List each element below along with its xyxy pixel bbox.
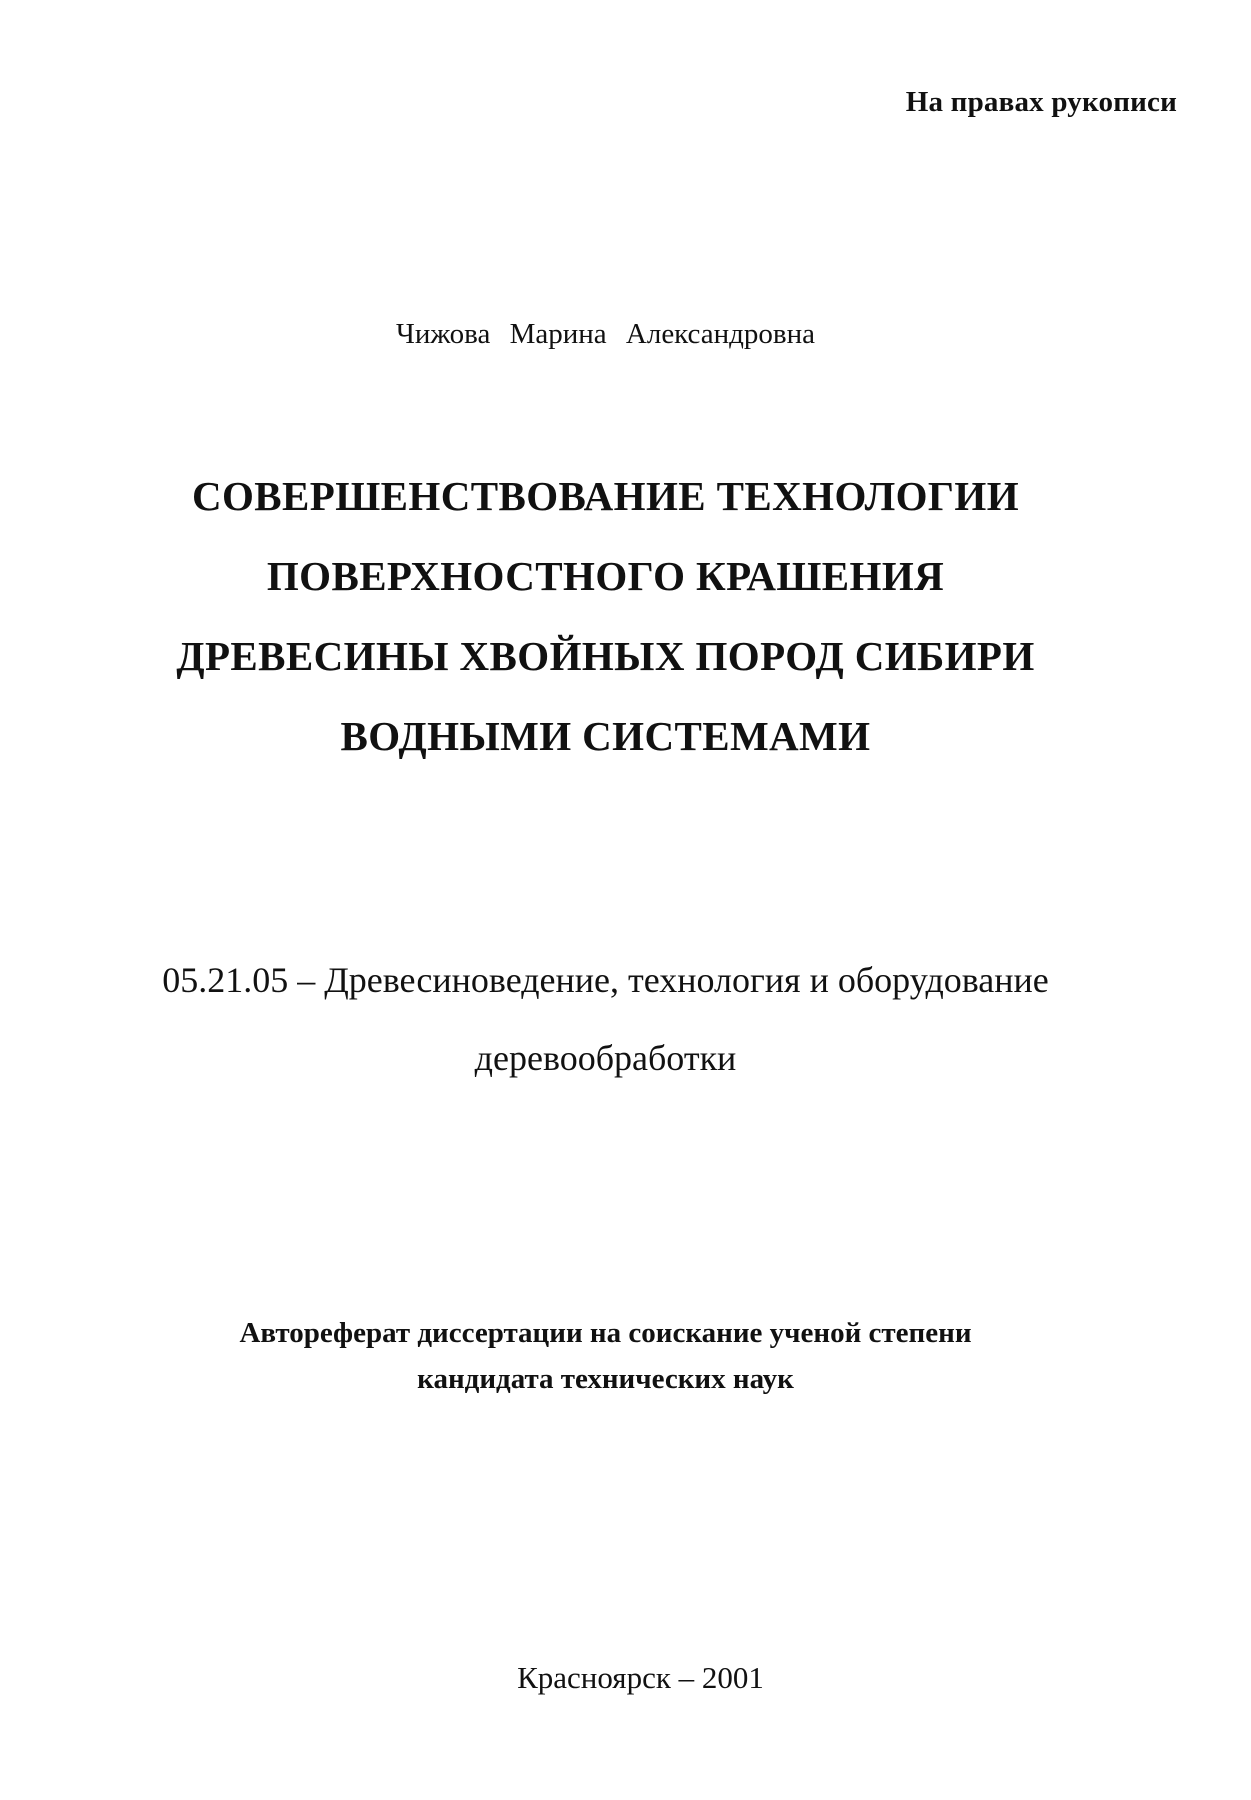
place-and-year: Красноярск – 2001 (517, 1660, 764, 1695)
title-line-2: ПОВЕРХНОСТНОГО КРАШЕНИЯ (266, 553, 945, 599)
title-line-1: СОВЕРШЕНСТВОВАНИЕ ТЕХНОЛОГИИ (192, 473, 1019, 519)
manuscript-rights-stamp: На правах рукописи (905, 86, 1177, 118)
specialty-line-1: 05.21.05 – Древесиноведение, технология и оборудование (162, 960, 1049, 1000)
title-line-4: ВОДНЫМИ СИСТЕМАМИ (340, 713, 871, 759)
degree-line-1: Автореферат диссертации на соискание ученой степени (239, 1317, 972, 1349)
degree-line-2: кандидата технических наук (417, 1363, 794, 1395)
specialty-line-2: деревообработки (474, 1038, 737, 1078)
author-name: Чижова Марина Александровна (395, 318, 816, 350)
title-line-3: ДРЕВЕСИНЫ ХВОЙНЫХ ПОРОД СИБИРИ (176, 633, 1035, 679)
